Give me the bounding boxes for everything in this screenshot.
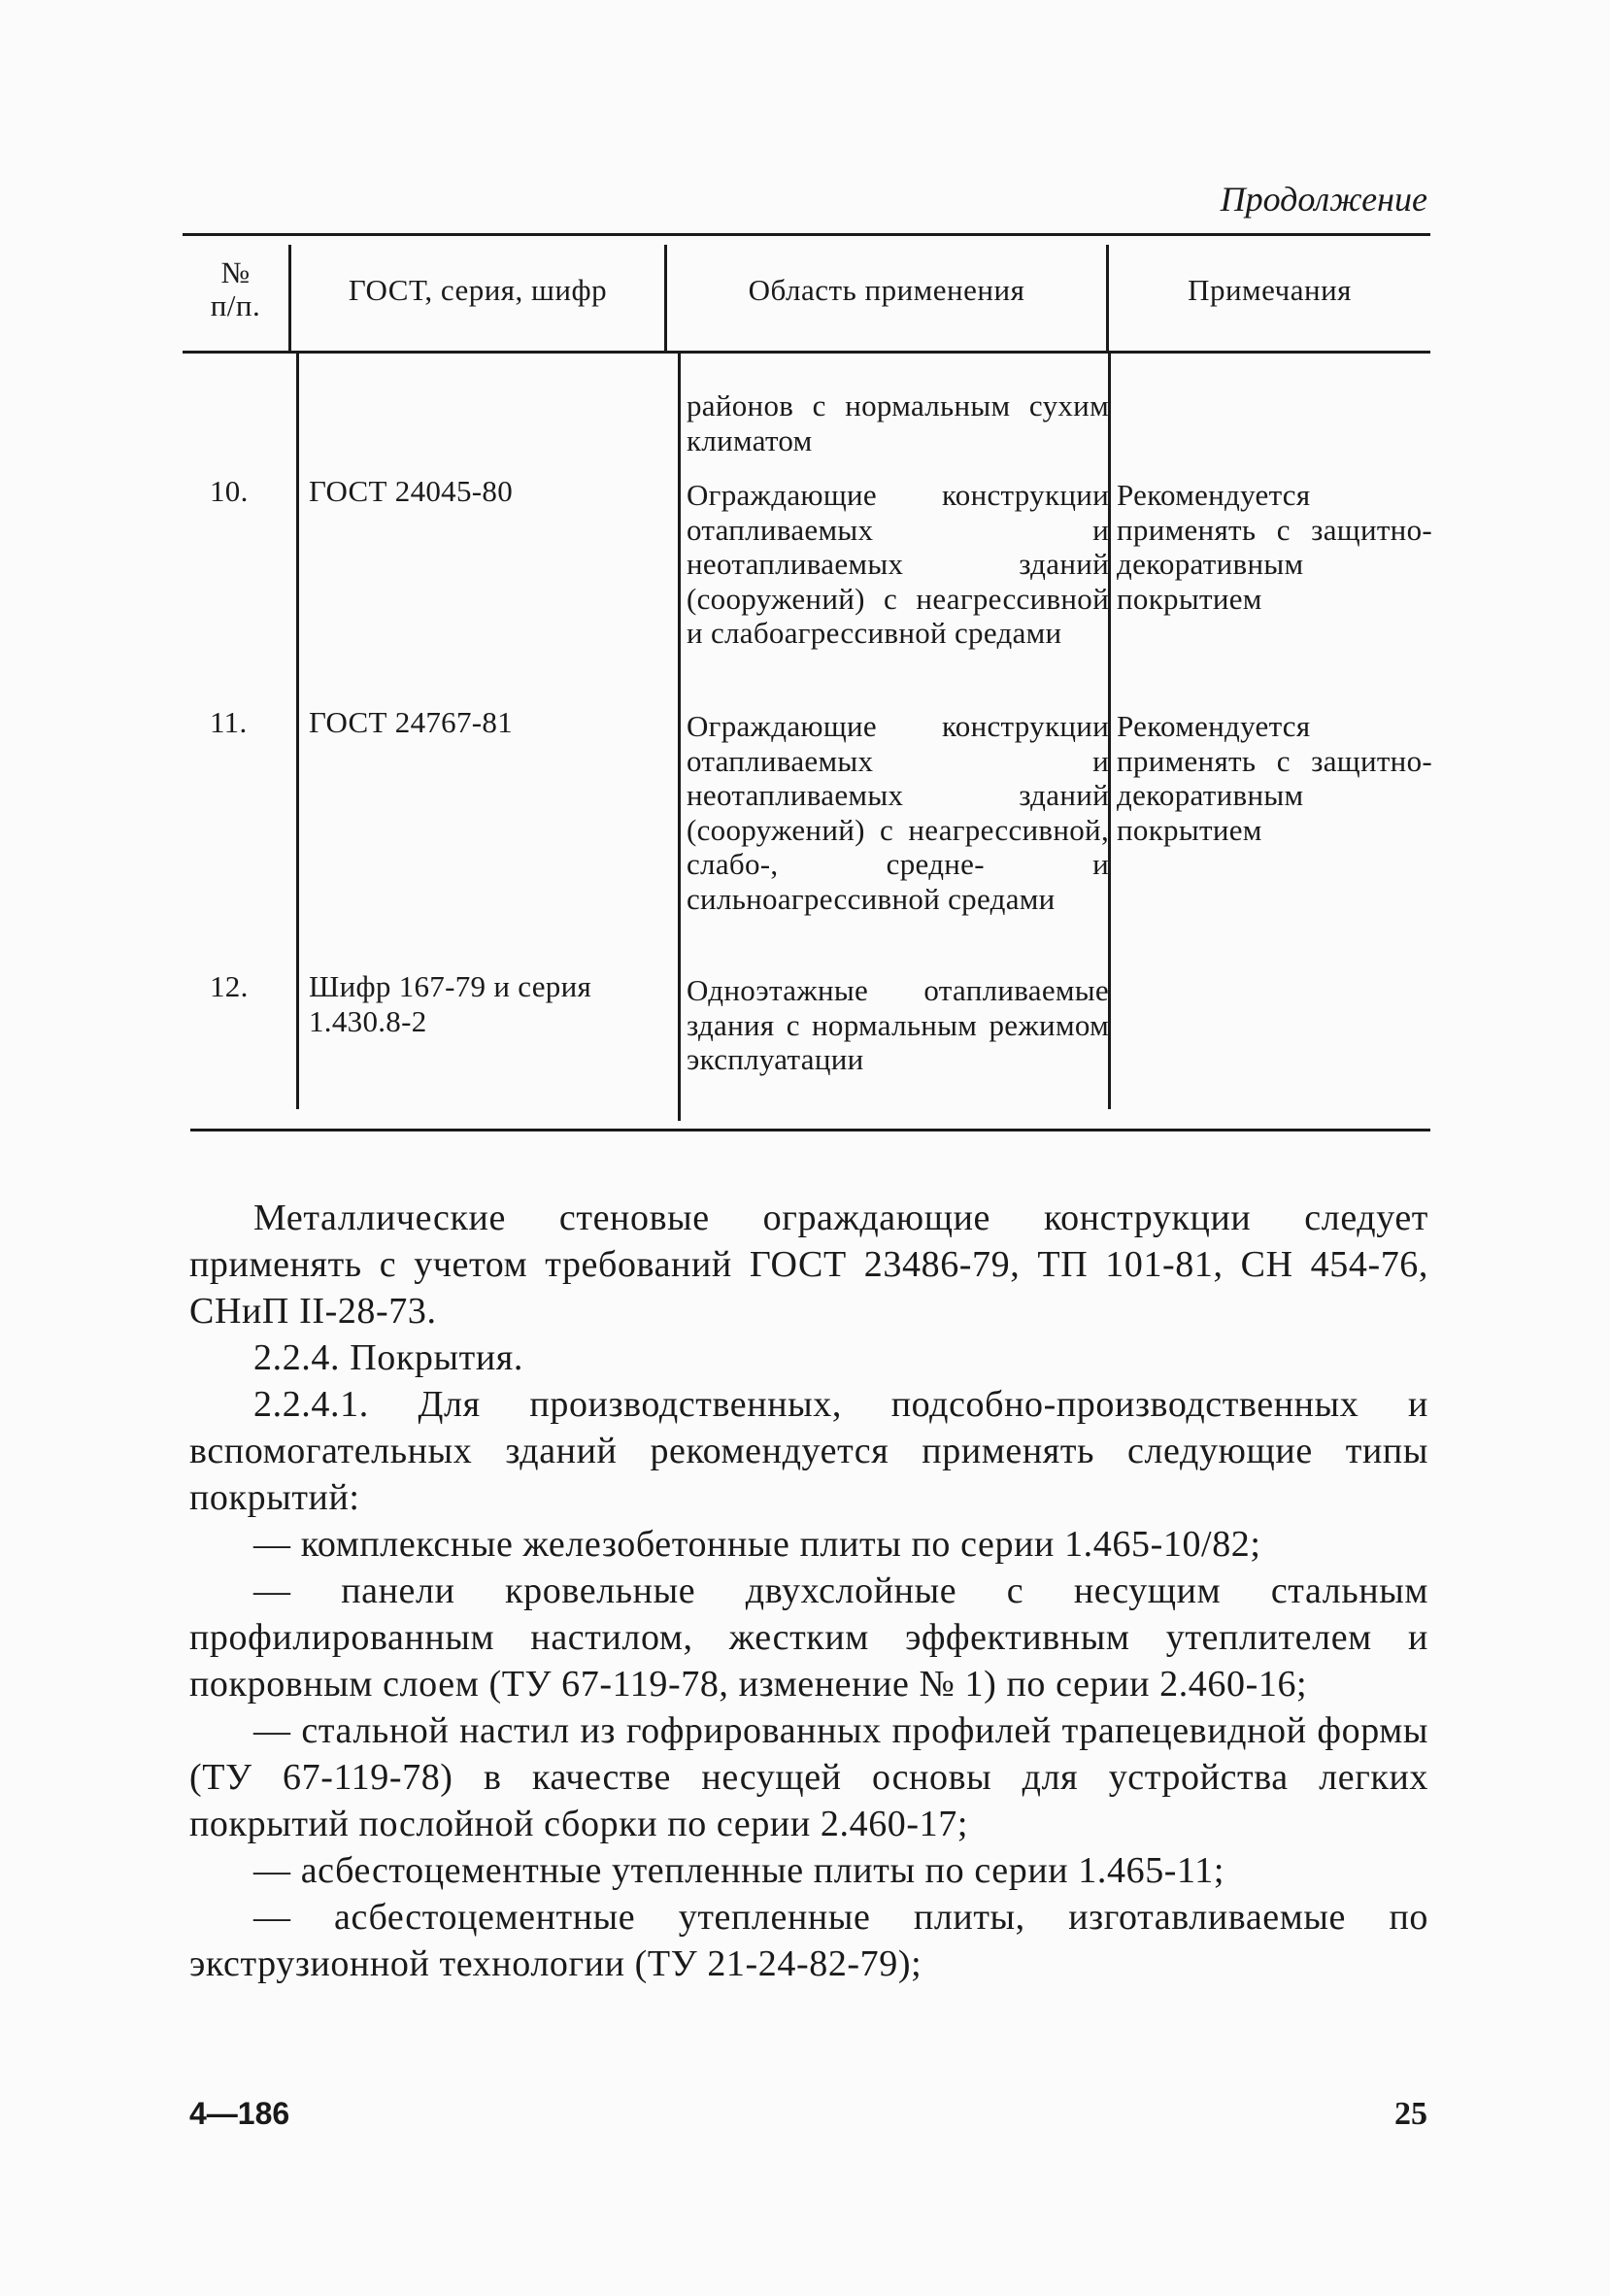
header-area: Область применения [748,273,1025,307]
carryover-area-cell: районов с нормальным сухим климатом [687,388,1109,457]
paragraph: 2.2.4.1. Для производственных, подсобно-производственных и вспомогательных зданий рекомендуется применять следующие типы покрытий: [189,1384,1428,1518]
row-number: 10. [210,474,249,508]
row-gost: Шифр 167-79 и серия 1.430.8-2 [309,969,592,1038]
table-top-rule [183,233,1430,236]
page-number: 25 [1394,2096,1427,2132]
row-area: Одноэтажные отапливаемые здания с нормальным режимом эксплуатации [687,973,1109,1076]
list-item: — комплексные железобетонные плиты по серии 1.465-10/82; [253,1524,1261,1565]
header-gost: ГОСТ, серия, шифр [348,273,608,307]
row-area: Ограждающие конструкции отапливаемых и неотапливаемых зданий (сооружений) с неагрессивной, слабо-, средне- и сильноагрессивной средами [687,709,1109,916]
continuation-label: Продолжение [1220,180,1427,219]
header-number-abbr: п/п. [210,288,261,322]
list-item: — стальной настил из гофрированных профилей трапецевидной формы (ТУ 67-119-78) в качестве несущей основы для устройства легких покрытий послойной сборки по серии 2.460-17; [189,1710,1428,1844]
row-number: 12. [210,969,249,1003]
table-bottom-rule [190,1129,1430,1131]
header-number-symbol: № [220,255,251,289]
row-number: 11. [210,705,248,739]
table-header-rule [183,351,1430,354]
list-item: — асбестоцементные утепленные плиты, изготавливаемые по экструзионной технологии (ТУ 21-24-82-79); [189,1897,1428,1984]
row-note: Рекомендуется применять с защитно-декоративным покрытием [1117,709,1432,847]
header-number [183,256,288,322]
section-heading: 2.2.4. Покрытия. [253,1337,523,1378]
row-note: Рекомендуется применять с защитно-декоративным покрытием [1117,478,1432,616]
signature-mark: 4—186 [189,2096,290,2131]
row-gost: ГОСТ 24767-81 [309,705,514,739]
paragraph: Металлические стеновые ограждающие конструкции следует применять с учетом требований ГОСТ 23486-79, ТП 101-81, СН 454-76, СНиП II-28-73. [189,1198,1428,1332]
list-item: — асбестоцементные утепленные плиты по серии 1.465-11; [253,1850,1224,1891]
row-area: Ограждающие конструкции отапливаемых и неотапливаемых зданий (сооружений) с неагрессивной и слабоагрессивной средами [687,478,1109,650]
body-text [189,1195,1428,1987]
header-note: Примечания [1188,273,1352,307]
list-item: — панели кровельные двухслойные с несущим стальным профилированным настилом, жестким эффективным утеплителем и покровным слоем (ТУ 67-119-78, изменение № 1) по серии 2.460-16; [189,1570,1428,1705]
row-gost: ГОСТ 24045-80 [309,474,514,508]
column-divider [296,354,299,1109]
